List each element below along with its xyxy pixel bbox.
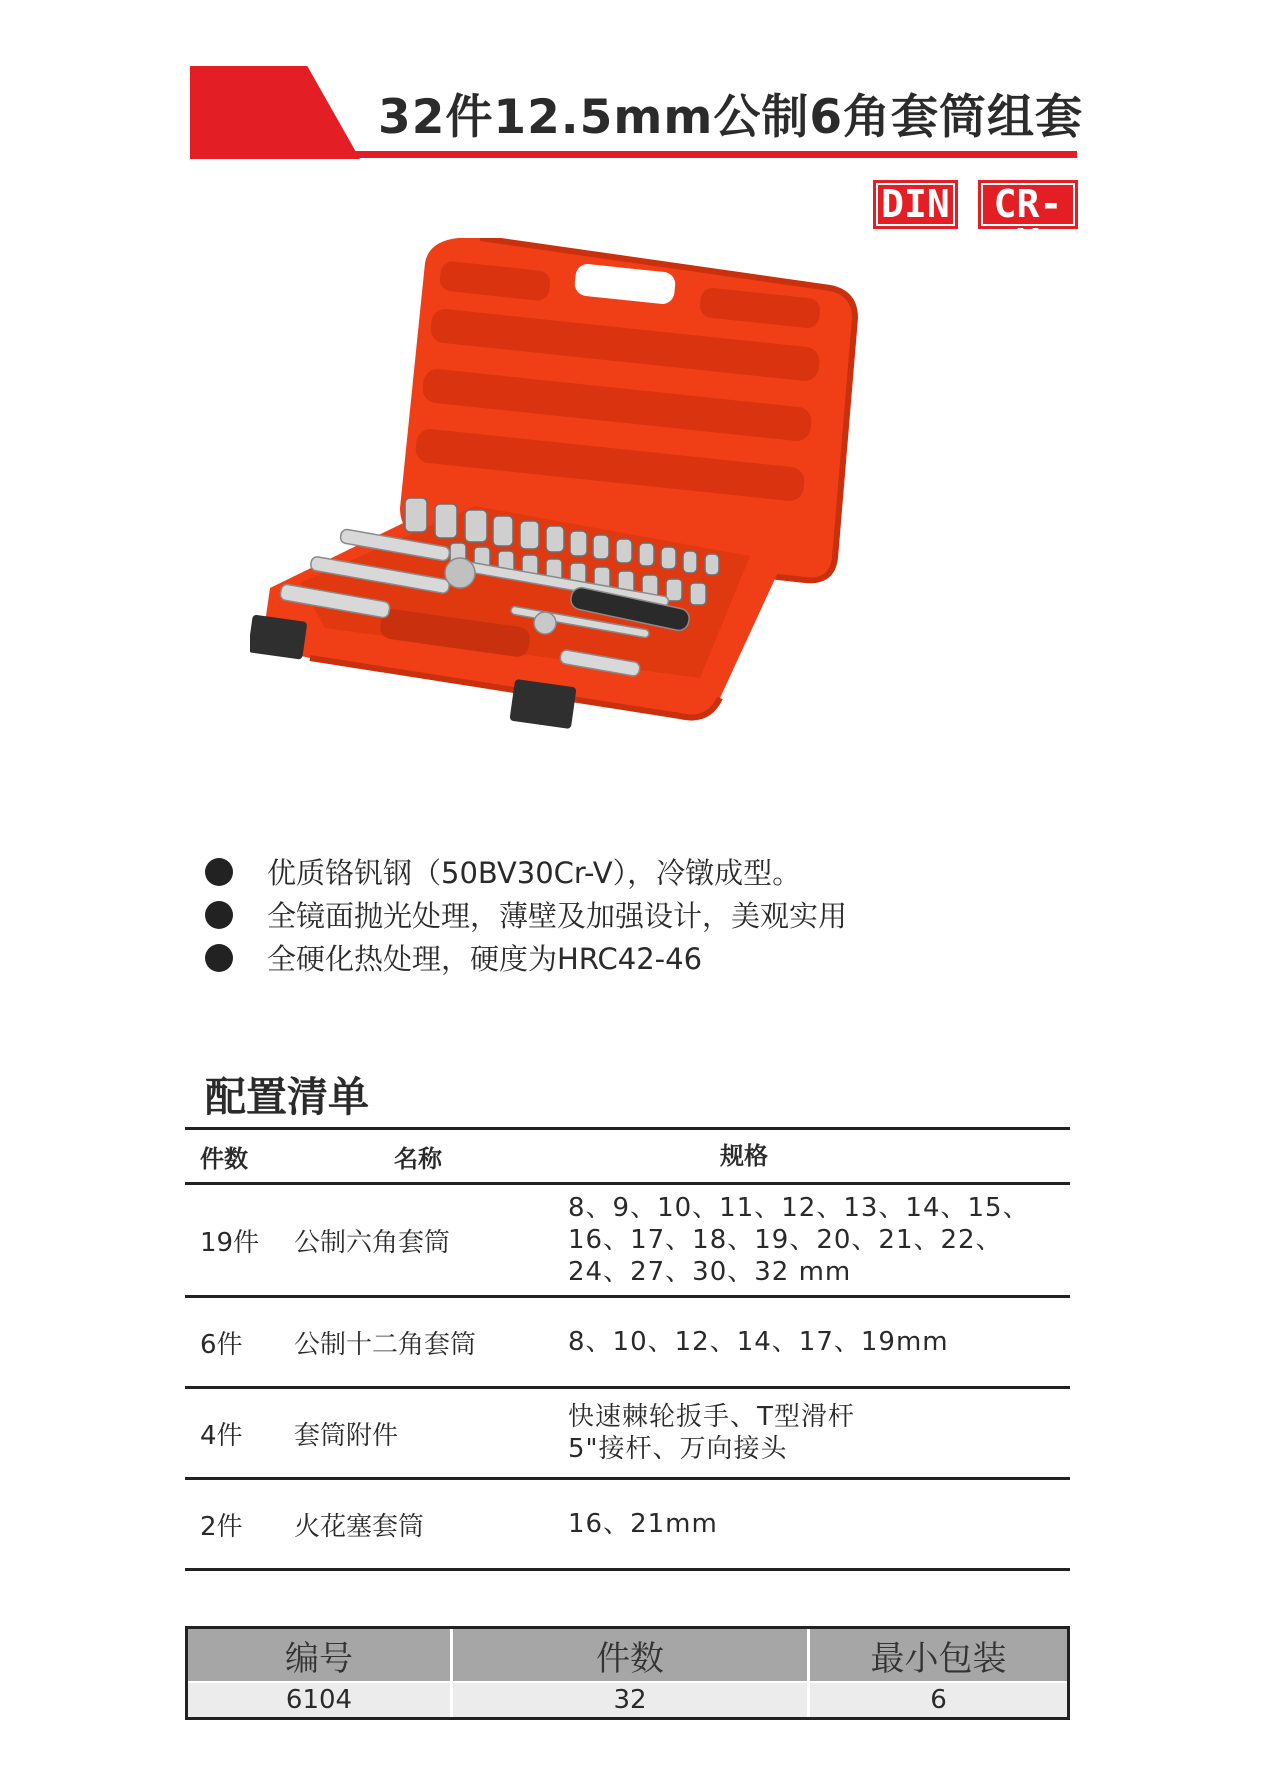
table-row xyxy=(185,1185,1070,1298)
row-spec: 8、10、12、14、17、19mm xyxy=(568,1327,949,1357)
info-header-row xyxy=(188,1629,1067,1681)
row-qty: 2件 xyxy=(200,1511,243,1542)
bullet-icon xyxy=(205,944,233,972)
config-header-qty: 件数 xyxy=(200,1144,248,1173)
page-title: 32件12.5mm公制6角套筒组套 xyxy=(378,90,1084,145)
feature-list xyxy=(205,850,1105,979)
info-header-qty: 件数 xyxy=(450,1629,807,1681)
info-code-value: 6104 xyxy=(285,1685,353,1715)
bullet-icon xyxy=(205,901,233,929)
row-qty: 4件 xyxy=(200,1420,243,1451)
config-header-name: 名称 xyxy=(394,1144,442,1173)
table-row xyxy=(185,1480,1070,1571)
header-red-tab xyxy=(190,66,360,159)
info-min-pack-value: 6 xyxy=(807,1683,1067,1717)
info-header-code: 编号 xyxy=(285,1638,353,1679)
crv-badge: CR-V xyxy=(978,180,1078,229)
row-qty: 19件 xyxy=(200,1227,260,1258)
info-qty-value: 32 xyxy=(450,1683,807,1717)
config-section-title: 配置清单 xyxy=(205,1073,369,1121)
table-row xyxy=(185,1389,1070,1480)
product-info-table xyxy=(185,1626,1070,1720)
row-spec: 16、21mm xyxy=(568,1509,718,1539)
socket-set-case-icon xyxy=(250,238,970,828)
config-header-row xyxy=(185,1127,1070,1185)
row-qty: 6件 xyxy=(200,1329,243,1360)
config-header-spec: 规格 xyxy=(720,1142,768,1170)
feature-item: 优质铬钒钢（50BV30Cr-V），冷镦成型。 xyxy=(205,850,1105,893)
din-badge: DIN xyxy=(873,180,958,229)
feature-item: 全镜面抛光处理，薄壁及加强设计，美观实用 xyxy=(205,893,1105,936)
bullet-icon xyxy=(205,858,233,886)
row-name: 套筒附件 xyxy=(294,1420,399,1451)
config-table xyxy=(185,1127,1070,1571)
row-spec: 快速棘轮扳手、T型滑杆 5"接杆、万向接头 xyxy=(568,1402,855,1464)
feature-item: 全硬化热处理，硬度为HRC42-46 xyxy=(205,936,1105,979)
row-name: 公制十二角套筒 xyxy=(294,1329,477,1360)
info-header-min-pack: 最小包装 xyxy=(807,1629,1067,1681)
info-value-row xyxy=(188,1681,1067,1717)
header-underline xyxy=(190,151,1077,158)
row-spec: 8、9、10、11、12、13、14、15、 16、17、18、19、20、21、22、 24、27、30、32 mm xyxy=(568,1193,1030,1287)
row-name: 火花塞套筒 xyxy=(294,1511,425,1542)
page-header xyxy=(190,66,1084,159)
socket-set-case-illustration xyxy=(250,238,970,828)
row-name: 公制六角套筒 xyxy=(294,1227,451,1258)
table-row xyxy=(185,1298,1070,1389)
